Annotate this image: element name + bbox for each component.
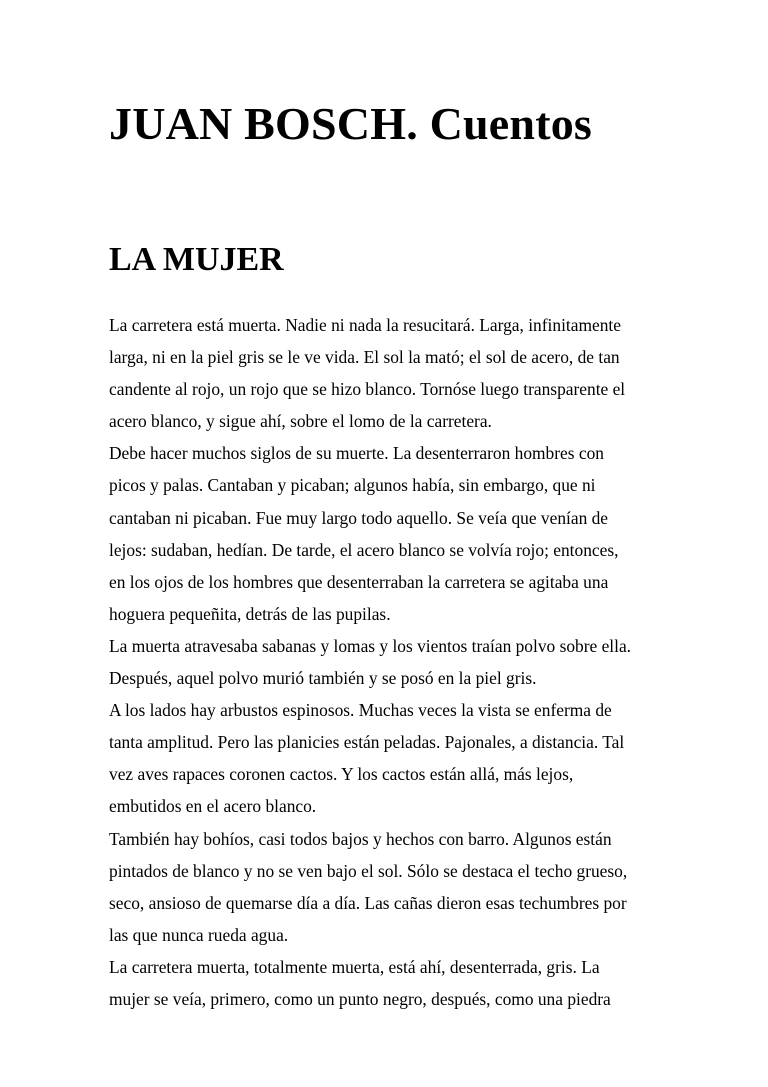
text-line: las que nunca rueda agua. bbox=[109, 924, 289, 945]
story-title: LA MUJER bbox=[109, 241, 284, 278]
text-line: También hay bohíos, casi todos bajos y hechos con barro. Algunos están bbox=[109, 828, 612, 849]
text-line: cantaban ni picaban. Fue muy largo todo aquello. Se veía que venían de bbox=[109, 507, 609, 528]
text-line: tanta amplitud. Pero las planicies están peladas. Pajonales, a distancia. Tal bbox=[109, 732, 625, 753]
text-line: picos y palas. Cantaban y picaban; algunos había, sin embargo, que ni bbox=[109, 475, 596, 496]
text-line: acero blanco, y sigue ahí, sobre el lomo de la carretera. bbox=[109, 411, 492, 432]
text-line: seco, ansioso de quemarse día a día. Las cañas dieron esas techumbres por bbox=[109, 892, 627, 913]
text-line: larga, ni en la piel gris se le ve vida. El sol la mató; el sol de acero, de tan bbox=[109, 347, 620, 368]
text-line: La muerta atravesaba sabanas y lomas y los vientos traían polvo sobre ella. bbox=[109, 635, 632, 656]
text-line: pintados de blanco y no se ven bajo el sol. Sólo se destaca el techo grueso, bbox=[109, 860, 628, 881]
text-line: lejos: sudaban, hedían. De tarde, el acero blanco se volvía rojo; entonces, bbox=[109, 539, 619, 560]
document-title: JUAN BOSCH. Cuentos bbox=[109, 98, 593, 149]
text-line: Debe hacer muchos siglos de su muerte. La desenterraron hombres con bbox=[109, 443, 604, 464]
text-line: mujer se veía, primero, como un punto negro, después, como una piedra bbox=[109, 988, 611, 1009]
text-line: vez aves rapaces coronen cactos. Y los cactos están allá, más lejos, bbox=[109, 764, 574, 785]
text-line: embutidos en el acero blanco. bbox=[109, 796, 317, 817]
text-line: La carretera está muerta. Nadie ni nada la resucitará. Larga, infinitamente bbox=[109, 315, 621, 335]
story-body bbox=[109, 309, 669, 1015]
text-line: candente al rojo, un rojo que se hizo blanco. Tornóse luego transparente el bbox=[109, 379, 626, 400]
text-line: Después, aquel polvo murió también y se posó en la piel gris. bbox=[109, 668, 537, 689]
text-line: hoguera pequeñita, detrás de las pupilas. bbox=[109, 603, 391, 624]
text-line: A los lados hay arbustos espinosos. Muchas veces la vista se enferma de bbox=[109, 700, 612, 721]
text-line: en los ojos de los hombres que desenterraban la carretera se agitaba una bbox=[109, 571, 609, 592]
text-line: La carretera muerta, totalmente muerta, está ahí, desenterrada, gris. La bbox=[109, 956, 600, 977]
